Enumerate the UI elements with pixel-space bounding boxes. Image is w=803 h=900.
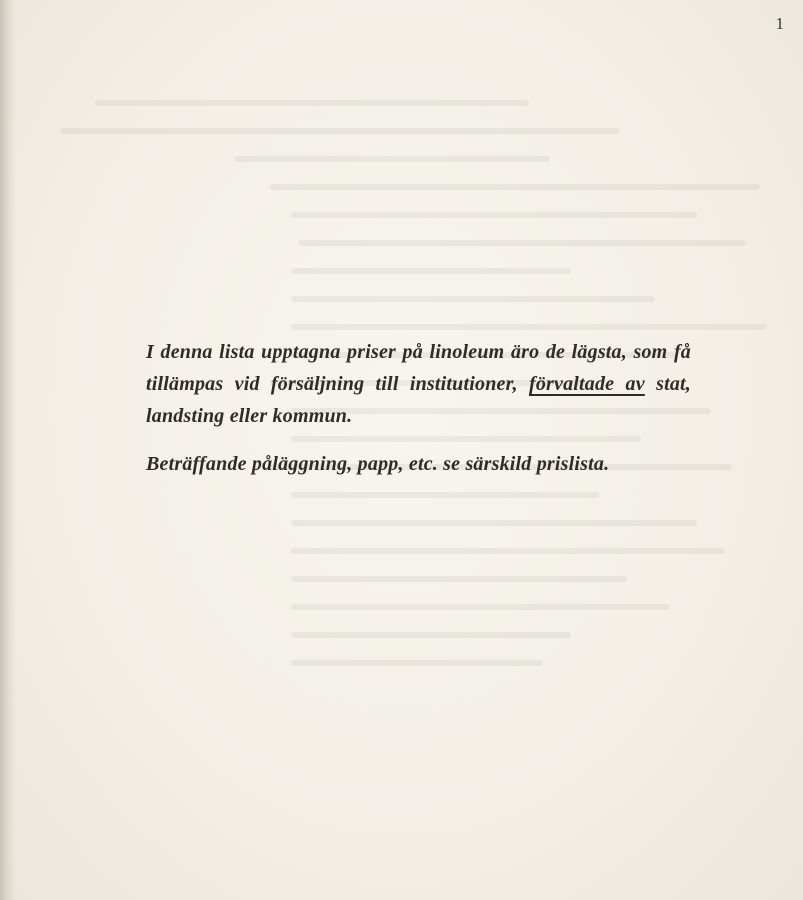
notice-underlined-text: förvaltade av <box>528 373 645 395</box>
notice-text-end: stat, landsting eller kommun. <box>146 373 691 427</box>
notice-paragraph-2: Beträffande påläggning, papp, etc. se särskild prislista. <box>146 453 610 475</box>
page-number: 1 <box>775 14 784 33</box>
notice-paragraph-1 <box>146 336 691 432</box>
notice-text-start: I denna lista upptagna priser på linoleum äro de lägsta, som få tillämpas vid försäljning till institutioner, <box>146 341 691 395</box>
binding-shadow <box>0 0 16 900</box>
price-notice <box>146 336 691 480</box>
